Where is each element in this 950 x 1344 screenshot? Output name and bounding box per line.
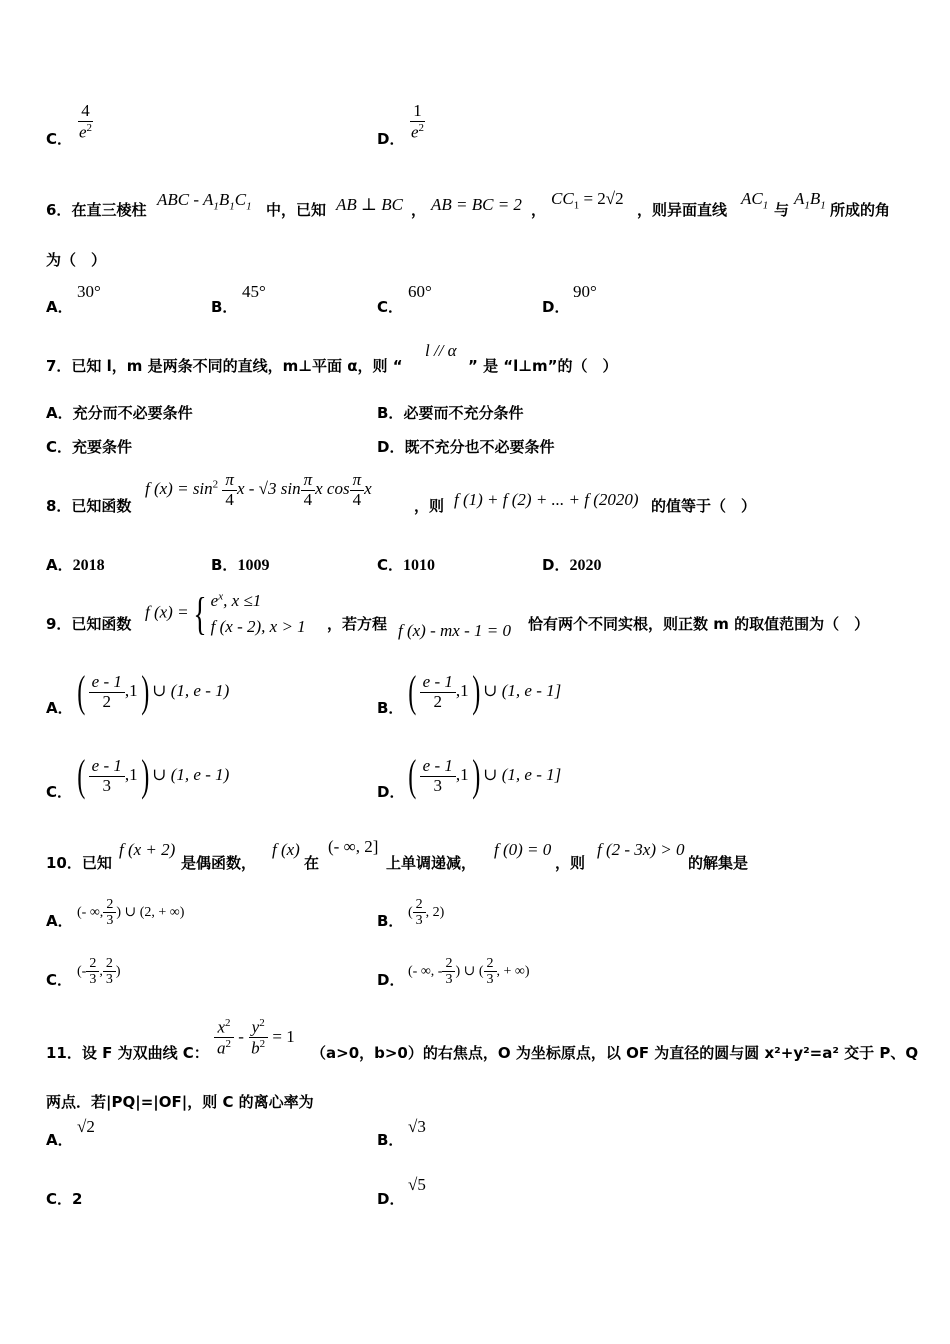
q10-c-mid: , <box>99 964 103 980</box>
q9-b-numerator: e - 1 <box>420 673 456 693</box>
q11-option-b-label: B． <box>377 1131 404 1149</box>
q6-text-6: 与 <box>774 201 790 219</box>
q5-option-c-label: C． <box>46 130 73 148</box>
q9-option-a-value <box>74 667 230 716</box>
q10-option-c-value <box>77 956 121 988</box>
q10-c-num: 2 <box>86 956 99 972</box>
q9-f: f (x) = <box>145 602 189 622</box>
q6-option-c-value: 60° <box>408 282 432 301</box>
q8-four-1: 4 <box>225 489 234 509</box>
q8-option-d-label: D． <box>542 556 570 574</box>
q6-line-2: 为（ ） <box>46 251 107 269</box>
q11-b-exp: 2 <box>259 1038 266 1051</box>
q9-b-right-paren: ) <box>471 667 480 716</box>
q9-case-1-e: e <box>210 591 219 610</box>
q10-a-den: 3 <box>106 913 114 929</box>
q6-text-3: ， <box>411 201 427 219</box>
q11-equals-one: = 1 <box>272 1026 295 1046</box>
q9-option-c-value <box>74 751 230 800</box>
q10-c-den: 3 <box>89 972 97 988</box>
q9-a-union: ∪ (1, e - 1) <box>152 680 230 700</box>
q9-d-tail: ,1 <box>455 764 469 784</box>
q10-option-a-value <box>77 897 184 929</box>
q7-option-d-text: 既不充分也不必要条件 <box>404 438 555 456</box>
q9-a-left-paren: ( <box>77 667 86 716</box>
q9-c-right-paren: ) <box>140 751 149 800</box>
q11-x-exp: 2 <box>225 1017 231 1029</box>
q5-option-d-label: D． <box>377 130 405 148</box>
q5-c-denominator: e <box>79 122 87 142</box>
q9-option-d-label: D． <box>377 783 405 801</box>
q9-d-numerator: e - 1 <box>420 757 456 777</box>
q6-ac-sub: 1 <box>762 199 769 212</box>
q8-stem: 8．已知函数 <box>46 497 132 515</box>
q8-option-b-value: 1009 <box>237 557 270 574</box>
q11-option-c-label: C． <box>46 1190 73 1208</box>
q11-option-d-value: √5 <box>408 1175 426 1194</box>
q7-stem: 7．已知 l，m 是两条不同的直线，m⊥平面 α，则 “ <box>46 357 403 375</box>
q11-line-2: 两点．若|PQ|=|OF|，则 C 的离心率为 <box>46 1093 314 1111</box>
q11-condition: （a>0，b>0）的右焦点，O 为坐标原点，以 OF 为直径的圆与圆 x²+y²=a² 交于 P、Q <box>311 1044 919 1062</box>
q9-a-right-paren: ) <box>140 667 149 716</box>
q6-option-b-label: B． <box>211 298 238 316</box>
q11-hyperbola <box>214 1017 295 1059</box>
q10-d-post: ) ∪ ( <box>455 964 484 980</box>
q6-number: 6． <box>46 201 72 219</box>
q6-text-1: 在直三棱柱 <box>71 201 147 219</box>
q9-d-left-paren: ( <box>408 751 417 800</box>
q10-f1: f (x + 2) <box>119 840 176 859</box>
q7-option-d <box>377 436 554 457</box>
q9-d-union: ∪ (1, e - 1] <box>483 764 562 784</box>
q6-option-d-value: 90° <box>573 282 597 301</box>
q10-d-pre: (- ∞, - <box>408 964 443 980</box>
q6-sub-b: 1 <box>229 200 235 213</box>
q10-f2: f (x) <box>272 840 300 859</box>
q7-option-c-text: 充要条件 <box>72 438 133 456</box>
q5-option-d-value <box>408 102 427 142</box>
q9-case-1-cond: , x ≤1 <box>223 591 262 610</box>
q8-option-a-label: A． <box>46 556 73 574</box>
q10-c-den2: 3 <box>105 972 113 988</box>
q8-option-c-label: C． <box>377 556 404 574</box>
q6-perp: AB ⊥ BC <box>336 195 403 214</box>
q8-sin-exponent: 2 <box>212 478 219 491</box>
q8-option-c-value: 1010 <box>403 557 436 574</box>
q9-option-b-value <box>405 667 562 716</box>
q9-a-numerator: e - 1 <box>89 673 125 693</box>
q11-option-c <box>46 1188 82 1209</box>
q6-text-2: 中，已知 <box>266 201 327 219</box>
q6-option-d-label: D． <box>542 298 570 316</box>
q6-cc <box>551 189 624 211</box>
q10-text-4: ，则 <box>555 854 586 872</box>
q9-piecewise <box>145 588 306 639</box>
q10-d-den2: 3 <box>486 972 494 988</box>
q11-y: y <box>251 1017 260 1037</box>
q9-option-c-label: C． <box>46 783 73 801</box>
q7-option-a-label: A． <box>46 404 73 422</box>
q9-stem-2: ，若方程 <box>327 615 388 633</box>
q6-prism-b: B <box>218 190 230 209</box>
q10-option-d-label: D． <box>377 971 405 989</box>
q10-text-2: 在 <box>304 854 320 872</box>
q11-option-c-value: 2 <box>72 1190 83 1208</box>
q10-b-num: 2 <box>413 897 426 913</box>
q9-c-tail: ,1 <box>124 764 138 784</box>
q7-option-b <box>377 402 523 423</box>
q10-a-post: ) ∪ (2, + ∞) <box>116 905 185 921</box>
q8-x-cos: x cos <box>315 479 350 499</box>
q9-stem-3: 恰有两个不同实根，则正数 m 的取值范围为（ ） <box>528 615 870 633</box>
q11-minus: - <box>238 1026 244 1046</box>
q10-text-3: 上单调递减， <box>386 854 477 872</box>
q5-d-denominator: e <box>411 122 419 142</box>
q9-b-denominator: 2 <box>433 691 443 711</box>
q10-a-pre: (- ∞, <box>77 905 104 921</box>
q10-d-num2: 2 <box>484 956 497 972</box>
q7-option-a <box>46 402 193 423</box>
q11-a-exp: 2 <box>225 1038 231 1051</box>
q9-c-left-paren: ( <box>77 751 86 800</box>
q6-option-c-label: C． <box>377 298 404 316</box>
q11-option-b-value: √3 <box>408 1117 426 1136</box>
q10-a-num: 2 <box>103 897 116 913</box>
q7-stem-2: ” 是 “l⊥m”的（ ） <box>468 357 618 375</box>
q6-cc-value: = 2√2 <box>583 189 624 208</box>
q6-stem <box>46 199 146 220</box>
q9-left-brace: { <box>192 587 207 639</box>
q8-stem-3: 的值等于（ ） <box>651 497 757 515</box>
q9-b-tail: ,1 <box>455 680 469 700</box>
q5-c-numerator: 4 <box>78 102 93 122</box>
q8-stem-2: ，则 <box>414 497 445 515</box>
q10-d-post2: , + ∞) <box>496 964 530 980</box>
q8-option-d <box>542 554 601 575</box>
q10-option-a-label: A． <box>46 912 73 930</box>
q11-a: a <box>217 1039 226 1058</box>
q9-c-numerator: e - 1 <box>89 757 125 777</box>
q10-c-post: ) <box>115 964 121 980</box>
q6-text-4: ， <box>531 201 547 219</box>
q10-d-num: 2 <box>442 956 455 972</box>
q6-option-a-label: A． <box>46 298 73 316</box>
q6-ab-b: B <box>809 189 821 208</box>
q6-text-5: ，则异面直线 <box>637 201 728 219</box>
q10-stem: 10．已知 <box>46 854 112 872</box>
q6-prism-c: C <box>234 190 247 209</box>
q5-option-c-value <box>76 102 95 142</box>
q8-option-c <box>377 554 435 575</box>
q6-sub-a: 1 <box>213 200 219 213</box>
q8-option-a-value: 2018 <box>72 557 105 574</box>
q10-option-b-value <box>408 897 444 929</box>
q6-ab-sub-a: 1 <box>804 199 810 212</box>
q10-option-b-label: B． <box>377 912 404 930</box>
q7-option-b-text: 必要而不充分条件 <box>403 404 524 422</box>
q10-c-pre: (- <box>77 964 87 980</box>
q9-stem: 9．已知函数 <box>46 615 132 633</box>
q7-option-d-label: D． <box>377 438 405 456</box>
q8-pi-1: π <box>222 471 237 491</box>
q8-sum: f (1) + f (2) + ... + f (2020) <box>454 490 639 509</box>
q6-option-b-value: 45° <box>242 282 266 301</box>
q10-text-1: 是偶函数， <box>181 854 257 872</box>
q6-ab <box>794 189 826 211</box>
q9-d-right-paren: ) <box>471 751 480 800</box>
q11-x: x <box>217 1017 226 1037</box>
q9-cases <box>211 588 306 639</box>
q11-option-d-label: D． <box>377 1190 405 1208</box>
q9-equation: f (x) - mx - 1 = 0 <box>398 621 511 640</box>
q6-sub-c: 1 <box>246 200 252 213</box>
q7-option-c-label: C． <box>46 438 73 456</box>
q8-pi-3: π <box>350 471 365 491</box>
q9-d-denominator: 3 <box>433 775 443 795</box>
q9-c-denominator: 3 <box>102 775 112 795</box>
q6-ac-label: AC <box>741 189 763 208</box>
q9-case-1 <box>211 588 306 614</box>
q8-option-b-label: B． <box>211 556 238 574</box>
q7-option-c <box>46 436 132 457</box>
q6-cc-label: CC <box>551 189 574 208</box>
q9-a-denominator: 2 <box>102 691 112 711</box>
q8-x-final: x <box>364 479 372 499</box>
q7-option-b-label: B． <box>377 404 404 422</box>
q5-d-numerator: 1 <box>410 102 425 122</box>
q8-four-3: 4 <box>352 489 362 509</box>
q10-b-den: 3 <box>415 913 423 929</box>
q9-case-1-exp: x <box>218 590 224 603</box>
q6-option-a-value: 30° <box>77 282 101 301</box>
q6-text-7: 所成的角 <box>830 201 891 219</box>
q9-option-b-label: B． <box>377 699 404 717</box>
q6-ab-a: A <box>794 189 805 208</box>
q5-c-exponent: 2 <box>86 121 93 134</box>
q8-x-minus-sqrt3-sin: x - √3 sin <box>236 479 301 499</box>
q6-prism-a: ABC - A <box>157 190 214 209</box>
q10-b-pre: ( <box>408 905 413 921</box>
q8-pi-2: π <box>301 471 316 491</box>
q10-f3: f (0) = 0 <box>494 840 552 859</box>
q10-interval: (- ∞, 2] <box>328 837 379 856</box>
q9-b-left-paren: ( <box>408 667 417 716</box>
q10-b-post: , 2) <box>425 905 445 921</box>
q6-cc-sub: 1 <box>573 199 580 212</box>
q11-b: b <box>251 1039 260 1058</box>
q8-four-2: 4 <box>303 489 313 509</box>
q11-stem: 11．设 F 为双曲线 C： <box>46 1044 209 1062</box>
q8-f-sin: f (x) = sin <box>145 479 213 499</box>
q8-function <box>145 471 372 509</box>
q9-option-a-label: A． <box>46 699 73 717</box>
q9-b-union: ∪ (1, e - 1] <box>483 680 562 700</box>
q8-option-b <box>211 554 269 575</box>
q10-c-num2: 2 <box>103 956 116 972</box>
q9-option-d-value <box>405 751 562 800</box>
q9-c-union: ∪ (1, e - 1) <box>152 764 230 784</box>
q10-d-den: 3 <box>445 972 453 988</box>
q7-option-a-text: 充分而不必要条件 <box>72 404 193 422</box>
q5-d-exponent: 2 <box>418 121 425 134</box>
q7-math: l // α <box>425 341 457 360</box>
q10-option-c-label: C． <box>46 971 73 989</box>
q6-ab-sub-b: 1 <box>820 199 826 212</box>
q9-a-tail: ,1 <box>124 680 138 700</box>
q10-text-5: 的解集是 <box>688 854 749 872</box>
q6-prism <box>157 190 252 212</box>
q9-case-2: f (x - 2), x > 1 <box>210 616 306 636</box>
q10-f4: f (2 - 3x) > 0 <box>597 840 685 859</box>
q6-equal: AB = BC = 2 <box>431 195 522 214</box>
q8-option-a <box>46 554 105 575</box>
q8-option-d-value: 2020 <box>569 557 602 574</box>
q6-ac <box>741 189 768 211</box>
q11-option-a-value: √2 <box>77 1117 95 1136</box>
q11-y-exp: 2 <box>259 1017 265 1029</box>
q10-option-d-value <box>408 956 530 988</box>
q11-option-a-label: A． <box>46 1131 73 1149</box>
